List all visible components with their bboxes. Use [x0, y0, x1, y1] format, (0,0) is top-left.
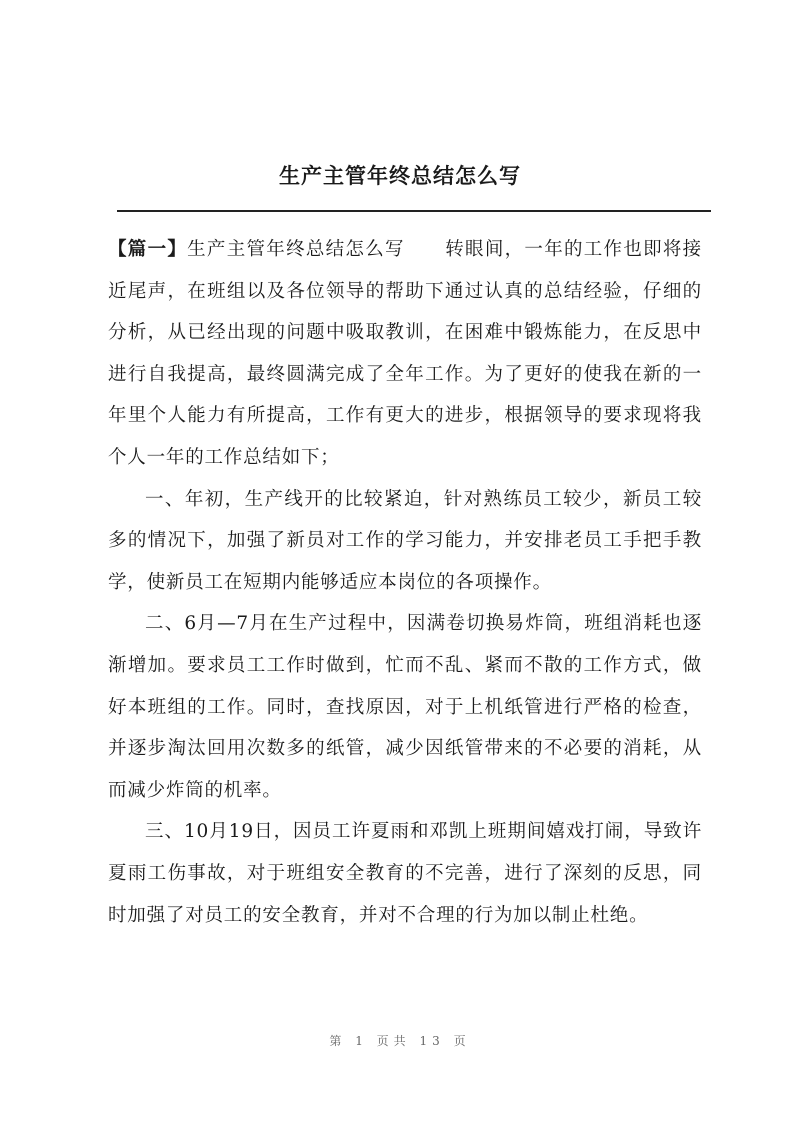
- document-title: 生产主管年终总结怎么写: [279, 163, 521, 188]
- intro-paragraph: [108, 229, 702, 479]
- intro-text: 转眼间，一年的工作也即将接近尾声，在班组以及各位领导的帮助下通过认真的总结经验，仔细的分析，从已经出现的问题中吸取教训，在困难中锻炼能力，在反思中进行自我提高，最终圆满完成了全年工作。为了更好的使我在新的一年里个人能力有所提高，工作有更大的进步，根据领导的要求现将我个人一年的工作总结如下；: [108, 239, 702, 468]
- page-number-footer: 第 1 页共 13 页: [329, 1034, 471, 1048]
- section-tag: 【篇一】: [108, 239, 188, 260]
- body-paragraph-2: 二、6月—7月在生产过程中，因满卷切换易炸筒，班组消耗也逐渐增加。要求员工工作时做到，忙而不乱、紧而不散的工作方式，做好本班组的工作。同时，查找原因，对于上机纸管进行严格的检查，并逐步淘汰回用次数多的纸管，减少因纸管带来的不必要的消耗，从而减少炸筒的机率。: [108, 613, 702, 801]
- title-divider: [117, 210, 711, 212]
- section-subtitle: 生产主管年终总结怎么写: [187, 239, 405, 260]
- body-paragraph-3: 三、10月19日，因员工许夏雨和邓凯上班期间嬉戏打闹，导致许夏雨工伤事故，对于班组安全教育的不完善，进行了深刻的反思，同时加强了对员工的安全教育，并对不合理的行为加以制止杜绝。: [108, 821, 702, 926]
- document-body: [108, 229, 702, 936]
- body-paragraph-1: 一、年初，生产线开的比较紧迫，针对熟练员工较少，新员工较多的情况下，加强了新员对工作的学习能力，并安排老员工手把手教学，使新员工在短期内能够适应本岗位的各项操作。: [108, 488, 702, 593]
